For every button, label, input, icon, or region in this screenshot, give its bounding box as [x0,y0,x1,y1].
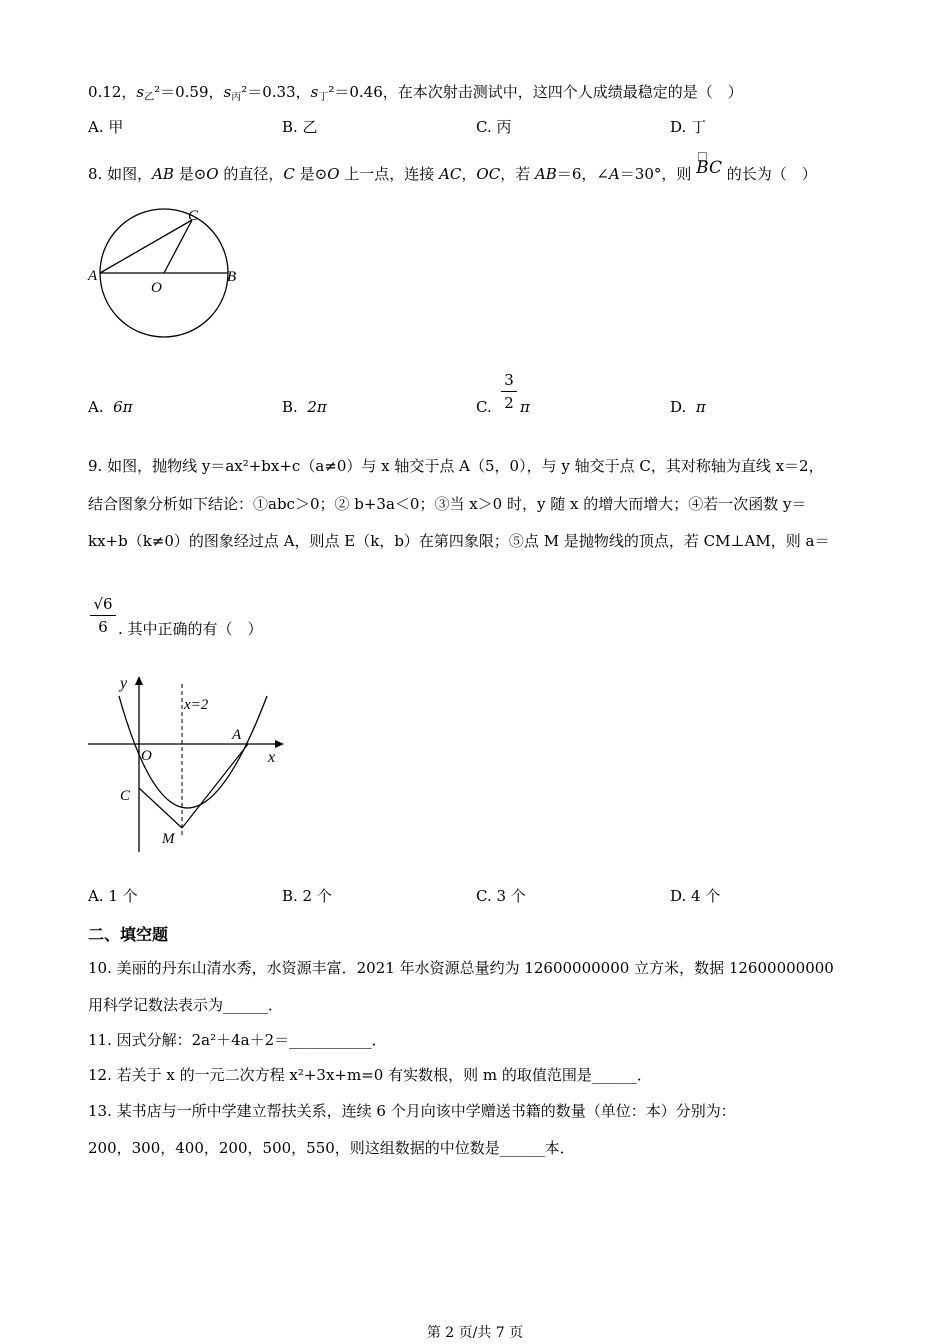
q8-arc-bc [696,158,722,184]
q8-text: A [608,165,620,183]
q7-s-yi: s [136,83,145,101]
q8-text: O [327,165,340,183]
option-value: 6π [113,398,133,416]
q8-text: AB [534,165,557,183]
q9-label-y: y [120,675,128,692]
q13-line-2: 200，300，400，200，500，550，则这组数据的中位数是______本． [88,1139,575,1157]
q9-option-b[interactable]: B. 2 个 [282,887,332,905]
q9-option-d[interactable]: D. 4 个 [670,887,721,905]
option-letter: B. [282,398,298,416]
q9-y-arrow-icon [135,676,143,685]
q7-s-ding: s [310,83,319,101]
q8-text: 是⊙ [173,165,207,183]
q8-option-b[interactable] [282,397,327,417]
q8-label-c: C [188,208,199,224]
page-footer: 第 2 页/共 7 页 [426,1325,524,1341]
q9-fraction [90,593,116,638]
q7-option-b[interactable]: B. 乙 [282,118,318,136]
q9-label-m: M [162,831,175,847]
q11-text: 11. 因式分解：2a²＋4a＋2＝___________． [88,1031,387,1049]
q8-text: AC [439,165,462,183]
q8-text: 是⊙ [294,165,328,183]
q9-label-x: x [268,749,276,766]
q9-label-c: C [120,788,131,804]
q8-text: C [283,165,295,183]
q7-option-a[interactable]: A. 甲 [88,118,124,136]
option-value: π [695,398,706,416]
q9-option-a[interactable]: A. 1 个 [88,887,138,905]
fraction-denominator: 2 [501,391,517,414]
q8-text: 上一点，连接 [339,165,440,183]
q7-s-bing: s [223,83,232,101]
q8-option-a[interactable] [88,397,133,417]
q8-text: O [206,165,219,183]
q8-text: AB [152,165,174,183]
q8-label-b: B [227,269,237,285]
fraction-denominator: 6 [90,615,116,638]
q8-text: ＝30°，则 [619,165,697,183]
q8-text: 的长为（ ） [721,165,817,183]
q8-arc-label: BC [696,158,722,178]
q7-s-ding-sub: 丁 [318,92,329,103]
q9-line-4: . 其中正确的有（ ） [118,620,263,638]
q8-stem [88,158,817,184]
q8-text: ＝6，∠ [556,165,609,183]
option-letter: D. [670,398,687,416]
q9-x-arrow-icon [275,740,284,748]
q9-label-axis: x=2 [184,697,209,713]
q9-label-a: A [232,727,242,743]
q7-s-bing-rest: ²＝0.33， [241,83,311,101]
q9-option-c[interactable]: C. 3 个 [476,887,526,905]
q12-text: 12. 若关于 x 的一元二次方程 x²+3x+m=0 有实数根，则 m 的取值范围是______． [88,1066,652,1084]
option-letter: C. [476,398,492,416]
q8-label-a: A [88,268,98,284]
q9-segment-am [182,744,248,828]
section-title-fill-in: 二、填空题 [88,925,169,944]
q9-parabola-figure [84,666,294,858]
q7-prefix: 0.12， [88,83,137,101]
q8-text: OC [476,165,501,183]
q7-s-yi-rest: ²＝0.59， [154,83,224,101]
q9-line-3: kx+b（k≠0）的图象经过点 A，则点 E（k，b）在第四象限；⑤点 M 是抛物线的顶点，若 CM⊥AM，则 a＝ [88,532,830,550]
q7-s-yi-sub: 乙 [144,92,155,103]
q8-text: ，若 [500,165,535,183]
q7-s-ding-rest: ²＝0.46，在本次射击测试中，这四个人成绩最稳定的是（ ） [328,83,743,101]
q8-circle-figure [84,204,254,344]
option-letter: A. [88,398,104,416]
q9-line-2: 结合图象分析如下结论：①abc＞0；② b+3a＜0；③当 x＞0 时，y 随 x 的增大而增大；④若一次函数 y＝ [88,495,807,513]
q8-option-c-fraction [501,369,517,414]
q8-label-o: O [151,280,162,296]
q8-option-c-pi: π [520,398,530,416]
q8-option-c[interactable] [476,397,492,417]
q8-option-d[interactable] [670,397,706,417]
q9-label-o: O [141,748,152,764]
fraction-numerator: 3 [504,371,514,389]
q7-s-bing-sub: 丙 [231,92,242,103]
q9-line-1: 9. 如图，抛物线 y＝ax²+bx+c（a≠0）与 x 轴交于点 A（5，0），与 y 轴交于点 C，其对称轴为直线 x＝2， [88,457,824,475]
q13-line-1: 13. 某书店与一所中学建立帮扶关系，连续 6 个月向该中学赠送书籍的数量（单位：本）分别为： [88,1102,736,1120]
q7-option-d[interactable]: D. 丁 [670,118,707,136]
q9-segment-cm [139,788,182,828]
q7-stem [88,82,743,108]
q10-line-2: 用科学记数法表示为______． [88,996,284,1014]
q8-text: 的直径， [218,165,284,183]
q7-option-c[interactable]: C. 丙 [476,118,512,136]
q8-text: 8. 如图， [88,165,153,183]
fraction-numerator: √6 [93,595,113,613]
q10-line-1: 10. 美丽的丹东山清水秀，水资源丰富．2021 年水资源总量约为 12600000000 立方米，数据 12600000000 [88,959,834,977]
q8-text: ， [461,165,477,183]
option-value: 2π [307,398,327,416]
